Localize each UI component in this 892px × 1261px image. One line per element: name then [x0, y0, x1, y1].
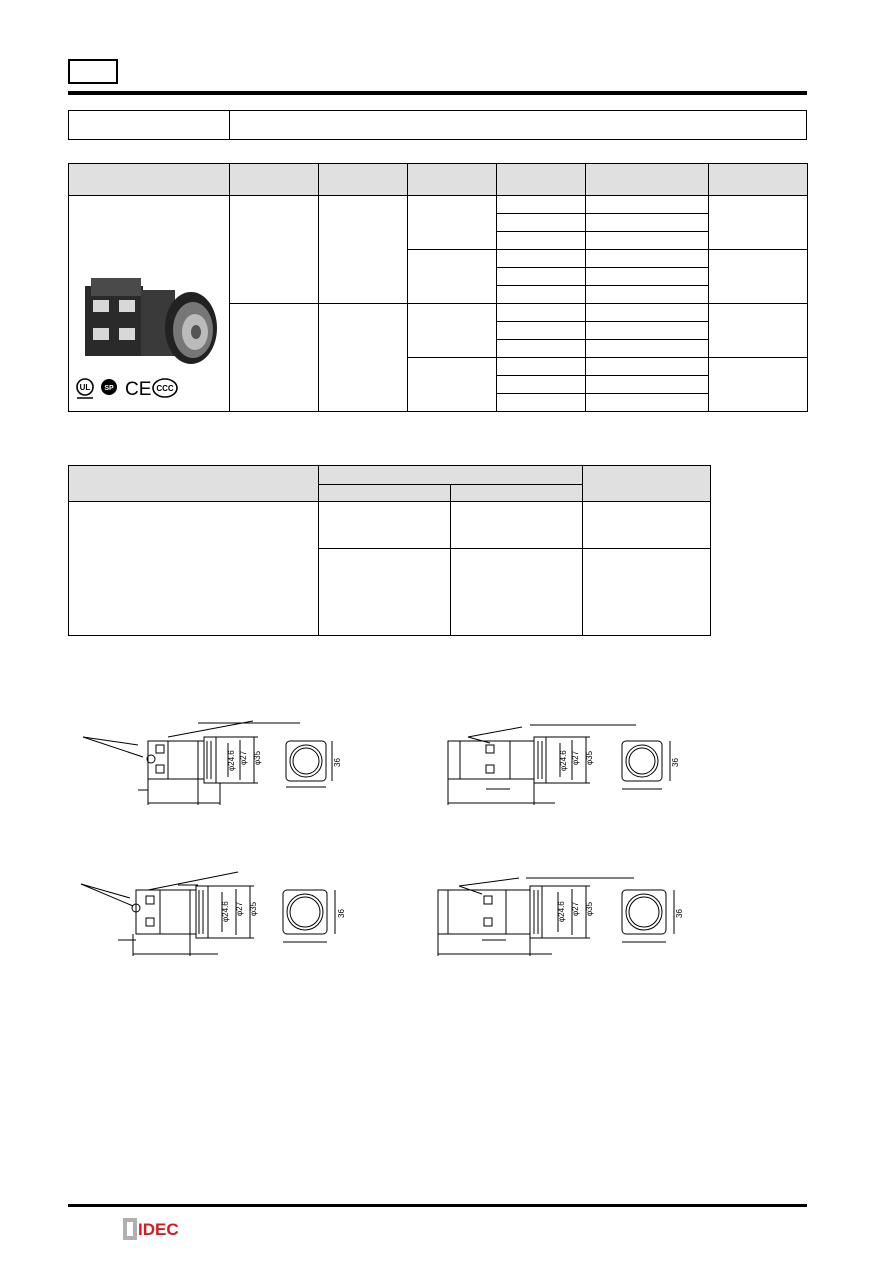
dimension-label: 36 — [337, 909, 346, 918]
spec-cell — [497, 394, 586, 412]
spec-cell — [586, 340, 709, 358]
ul-icon — [77, 379, 93, 398]
spec-table — [68, 163, 808, 412]
spec-cell — [586, 394, 709, 412]
dimension-label: φ24.6 — [559, 750, 568, 771]
spec-header-cell — [709, 164, 808, 196]
spec-cell — [586, 358, 709, 376]
ratings-cell — [583, 502, 711, 549]
spec-cell — [586, 286, 709, 304]
dimension-label: φ35 — [585, 750, 594, 765]
page-number-box — [68, 59, 118, 84]
spec-cell — [497, 214, 586, 232]
spec-cell — [586, 268, 709, 286]
title-bar-label-cell — [69, 111, 230, 140]
spec-cell — [586, 322, 709, 340]
svg-text:CE: CE — [125, 379, 152, 400]
spec-cell — [586, 232, 709, 250]
dimension-label: φ27 — [571, 750, 580, 765]
spec-cell — [230, 304, 319, 412]
svg-text:SP: SP — [104, 385, 114, 392]
dimension-drawing-3 — [78, 860, 350, 960]
dimension-label: φ27 — [239, 750, 248, 765]
spec-header-cell — [319, 164, 408, 196]
spec-cell — [586, 304, 709, 322]
spec-cell — [709, 304, 808, 358]
ratings-cell — [583, 549, 711, 636]
svg-text:CCC: CCC — [156, 384, 174, 393]
pushbutton-photo — [79, 266, 219, 376]
title-bar-value-cell — [230, 111, 807, 140]
ratings-header-cell — [319, 485, 451, 502]
spec-cell — [319, 304, 408, 412]
spec-cell — [408, 304, 497, 358]
dimension-label: φ24.6 — [221, 901, 230, 922]
dimension-label: 36 — [333, 758, 342, 767]
ratings-header-cell — [319, 466, 583, 485]
spec-cell — [497, 196, 586, 214]
certification-marks — [75, 378, 225, 400]
spec-cell — [497, 322, 586, 340]
spec-cell — [408, 196, 497, 250]
dimension-drawing-2 — [440, 715, 700, 810]
spec-cell — [408, 358, 497, 412]
spec-cell — [319, 196, 408, 304]
product-photo-cell — [69, 196, 230, 412]
ratings-header-cell — [583, 466, 711, 502]
svg-text:IDEC: IDEC — [138, 1220, 179, 1239]
dimension-label: φ24.6 — [557, 901, 566, 922]
spec-header-cell — [497, 164, 586, 196]
spec-cell — [497, 304, 586, 322]
spec-cell — [586, 250, 709, 268]
ratings-table — [68, 465, 711, 636]
spec-cell — [497, 250, 586, 268]
spec-header-cell — [586, 164, 709, 196]
dimension-label: φ35 — [249, 901, 258, 916]
title-bar-table — [68, 110, 807, 140]
spec-header-cell — [408, 164, 497, 196]
ratings-header-cell — [69, 466, 319, 502]
dimension-label: φ35 — [585, 901, 594, 916]
ratings-cell — [319, 549, 451, 636]
spec-cell — [497, 232, 586, 250]
spec-cell — [586, 376, 709, 394]
dimension-label: φ24.6 — [227, 750, 236, 771]
spec-cell — [497, 376, 586, 394]
dimension-label: 36 — [671, 758, 680, 767]
footer-rule — [68, 1204, 807, 1207]
spec-cell — [497, 286, 586, 304]
ccc-icon — [153, 379, 177, 397]
idec-logo — [123, 1218, 187, 1240]
spec-header-cell — [230, 164, 319, 196]
spec-cell — [230, 196, 319, 304]
dimension-label: φ27 — [235, 901, 244, 916]
dimension-drawing-1 — [78, 715, 350, 810]
dimension-label: φ27 — [571, 901, 580, 916]
header-rule — [68, 91, 807, 95]
csa-icon — [101, 379, 117, 395]
dimension-label: φ35 — [253, 750, 262, 765]
svg-text:UL: UL — [79, 383, 91, 392]
ce-icon — [125, 379, 151, 400]
spec-cell — [709, 196, 808, 250]
spec-header-row — [69, 164, 808, 196]
ratings-header-cell — [451, 485, 583, 502]
spec-cell — [497, 358, 586, 376]
dimension-label: 36 — [675, 909, 684, 918]
spec-cell — [709, 250, 808, 304]
spec-cell — [586, 196, 709, 214]
spec-header-cell — [69, 164, 230, 196]
spec-cell — [408, 250, 497, 304]
spec-cell — [497, 340, 586, 358]
ratings-cell — [69, 502, 319, 636]
spec-row — [69, 196, 808, 214]
ratings-cell — [319, 502, 451, 549]
spec-cell — [497, 268, 586, 286]
ratings-cell — [451, 549, 583, 636]
spec-cell — [709, 358, 808, 412]
spec-cell — [586, 214, 709, 232]
dimension-drawing-4 — [434, 860, 704, 960]
ratings-cell — [451, 502, 583, 549]
